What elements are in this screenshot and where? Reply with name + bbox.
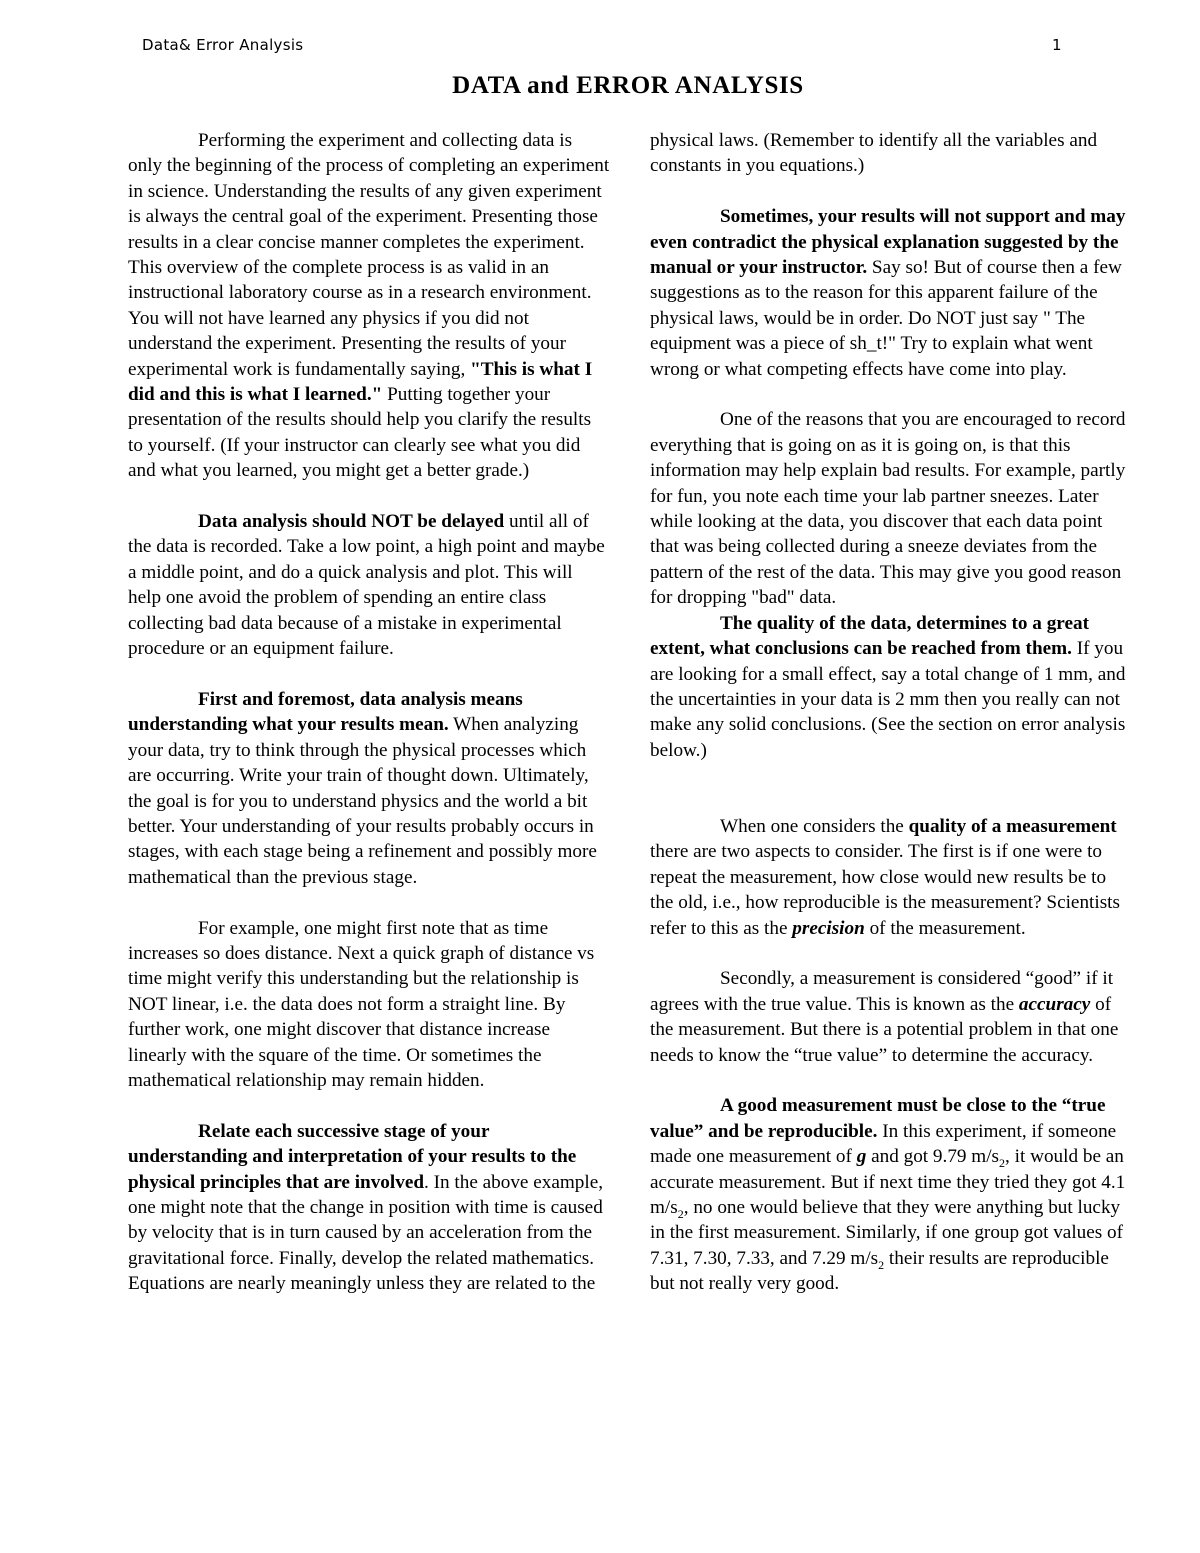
right-column: [650, 128, 1132, 1297]
document-title: DATA and ERROR ANALYSIS: [452, 72, 804, 99]
paragraph-intro: Performing the experiment and collecting data is only the beginning of the process of completing an experiment in science. Understanding the results of any given experiment is always the central goal of the experiment. Presenting those results in a clear concise manner completes the experiment. This overview of the complete process is as valid in an instructional laboratory course as in a research environment. You will not have learned any physics if you did not understand the experiment. Presenting the results of your experimental work is fundamentally saying, "This is what I did and this is what I learned." Putting together your presentation of the results should help you clarify the results to yourself. (If your instructor can clearly see what you did and what you learned, you might get a better grade.): [128, 130, 610, 482]
paragraph-record-everything: One of the reasons that you are encouraged to record everything that is going on as it is going on, is that this information may help explain bad results. For example, partly for fun, you note each time your lab partner sneezes. Later while looking at the data, you discover that each data point that was being collected during a sneeze deviates from the pattern of the rest of the data. This may give you good reason for dropping "bad" data.: [650, 409, 1126, 609]
paragraph-data-analysis-timing: Data analysis should NOT be delayed until all of the data is recorded. Take a low point, a high point and maybe a middle point, and do a quick analysis and plot. This will help one avoid the problem of spending an entire class collecting bad data because of a mistake in experimental procedure or an equipment failure.: [128, 511, 605, 660]
left-column: [128, 128, 610, 1297]
paragraph-relate-stages: Relate each successive stage of your understanding and interpretation of your results to the physical principles that are involved. In the above example, one might note that the change in position with time is caused by velocity that is in turn caused by an acceleration from the gravitational force. Finally, develop the related mathematics. Equations are nearly meaningly unless they are related to the: [128, 1120, 604, 1295]
accuracy-term: accuracy: [1018, 993, 1091, 1015]
precision-term: precision: [792, 917, 865, 939]
paragraph-example: For example, one might first note that as time increases so does distance. Next a quick graph of distance vs time might verify this understanding but the relationship is NOT linear, i.e. the data does not form a straight line. By further work, one might discover that distance increase linearly with the square of the time. Or sometimes the mathematical relationship may remain hidden.: [128, 917, 595, 1091]
paragraph-accuracy: Secondly, a measurement is considered “good” if it agrees with the true value. This is known as the accuracy of the measurement. But there is a potential problem in that one needs to know the “true value” to determine the accuracy.: [650, 968, 1119, 1066]
paragraph-precision: When one considers the quality of a measurement there are two aspects to consider. The first is if one were to repeat the measurement, how close would new results be to the old, i.e., how reproducible is the measurement? Scientists refer to this as the precision of the measurement.: [650, 815, 1120, 939]
paragraph-continuation: physical laws. (Remember to identify all the variables and constants in you equations.): [650, 130, 1098, 177]
page-number: 1: [1052, 36, 1062, 54]
running-header: Data& Error Analysis: [142, 36, 304, 54]
paragraph-contradict-results: Sometimes, your results will not support and may even contradict the physical explanation suggested by the manual or your instructor. Say so! But of course then a few suggestions as to the reason for this apparent failure of the physical laws, would be in order. Do NOT just say " The equipment was a piece of sh_t!" Try to explain what went wrong or what competing effects have come into play.: [650, 206, 1126, 380]
paragraph-good-measurement: A good measurement must be close to the “true value” and be reproducible. In this experiment, if someone made one measurement of g and got 9.79 $m/s_2$, it would be an accurate measurement. But if next time they tried they got 4.1 $m/s_2$, no one would believe that they were anything but lucky in the first measurement. Similarly, if one group got values of 7.31, 7.30, 7.33, and 7.29 $m/s_2$ their results are reproducible but not really very good.: [650, 1095, 1126, 1295]
paragraph-understanding-results: First and foremost, data analysis means understanding what your results mean. When analyzing your data, try to think through the physical processes which are occurring. Write your train of thought down. Ultimately, the goal is for you to understand physics and the world a bit better. Your understanding of your results probably occurs in stages, with each stage being a refinement and possibly more mathematical than the previous stage.: [128, 688, 597, 888]
paragraph-data-quality: The quality of the data, determines to a great extent, what conclusions can be reached from them. If you are looking for a small effect, say a total change of 1 mm, and the uncertainties in your data is 2 mm then you really can not make any solid conclusions. (See the section on error analysis below.): [650, 612, 1126, 761]
